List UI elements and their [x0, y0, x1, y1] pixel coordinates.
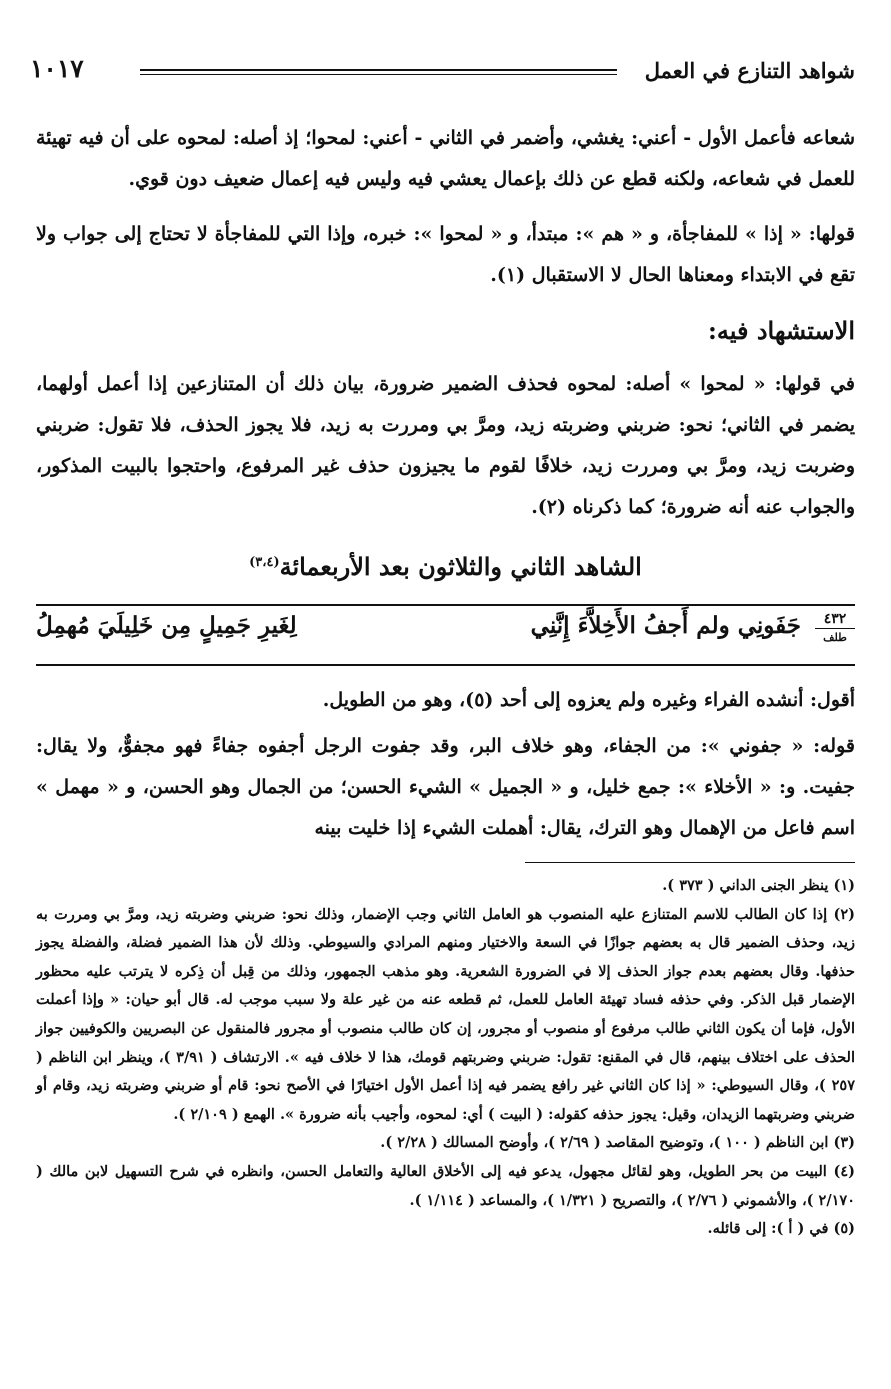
- evidence-title-text: الشاهد الثاني والثلاثون بعد الأربعمائة: [279, 552, 642, 581]
- verse-rule-bottom: [36, 664, 855, 666]
- footnote-4: (٤) البيت من بحر الطويل، وهو لقائل مجهول، يدعو فيه إلى الأخلاق العالية والتعامل الحسن، وانظره في شرح التسهيل لابن مالك ( ٢/١٧٠ )، والأشموني ( ٢/٧٦ )، والتصريح ( ١/٣٢١ )، والمساعد ( ١/١١٤ ).: [36, 1162, 855, 1209]
- paragraph-vocabulary: قوله: « جفوني »: من الجفاء، وهو خلاف البر، وقد جفوت الرجل أجفوه جفاءً فهو مجفوٌّ، ولا يقال: جفيت. و: « الأخلاء »: جمع خليل، و « الجميل » الشيء الحسن؛ من الجمال وهو الحسن، و « مهمل » اسم فاعل من الإهمال وهو الترك، يقال: أهملت الشيء إذا خليت بينه: [36, 735, 855, 839]
- header-rule-thin: [140, 74, 617, 75]
- verse-rule-top: [36, 604, 855, 606]
- header-rule: [140, 69, 617, 71]
- paragraph-attribution: أقول: أنشده الفراء وغيره ولم يعزوه إلى أحد (٥)، وهو من الطويل.: [322, 689, 855, 711]
- page-number: ١٠١٧: [30, 54, 84, 83]
- page-header: [30, 52, 855, 88]
- evidence-footnote-ref: (٣،٤): [249, 555, 280, 570]
- footnote-3: (٣) ابن الناظم ( ١٠٠ )، وتوضيح المقاصد ( ٢/٦٩ )، وأوضح المسالك ( ٢/٢٨ ).: [380, 1134, 855, 1152]
- section-heading: الاستشهاد فيه:: [708, 316, 855, 345]
- footnotes: [36, 872, 855, 1244]
- evidence-title: [36, 552, 855, 581]
- paragraph-citation: في قولها: « لمحوا » أصله: لمحوه فحذف الضمير ضرورة، بيان ذلك أن المتنازعين إذا أعمل أولهما، يضمر في الثاني؛ نحو: ضربني وضربته زيد، ومرَّ بي ومررت به زيد، فلا يجوز الحذف، فلا تقول: ضربني وضربت زيد، ومرَّ بي ومررت زيد، خلافًا لقوم ما يجيزون حذف غير المرفوع، واحتجوا بالبيت المذكور، والجواب عنه أنه ضرورة؛ كما ذكرناه (٢).: [36, 373, 855, 518]
- footnote-5: (٥) في ( أ ): إلى قائله.: [707, 1220, 855, 1238]
- verse-meter: طلف: [815, 628, 855, 647]
- footnote-2: (٢) إذا كان الطالب للاسم المتنازع عليه المنصوب هو العامل الثاني وجب الإضمار، وذلك نحو: ضربني وضربته زيد، ومرَّ بي ومررت به زيد، وحذف الضمير قال به بعضهم جوازًا في السعة والاختيار ومنهم المرادي والسيوطي. وذلك لأن هذا الضمير فضلة، والفضلة يجوز حذفها. وقال بعضهم بعدم جواز الحذف إلا في الضرورة الشعرية. وهو مذهب الجمهور، وذلك من قِبل أن ذِكره لا يترتب عليه محظور الإضمار قبل الذكر. وفي حذفه فساد تهيئة العامل للعمل، ثم قطعه عنه من غير علة ولا سبب موجب له. قال أبو حيان: « وإذا أعملت الأول، فإما أن يكون الثاني طالب مرفوع أو منصوب أو مجرور، إن كان طالب منصوب أو مجرور فالمنقول عن البصريين والكوفيين جواز الحذف على اختلاف بينهم، قال في المقنع: تقول: ضربني وضربتهم قومك، هذا لا خلاف فيه ». الارتشاف ( ٣/٩١ )، وينظر ابن الناظم ( ٢٥٧ )، وقال السيوطي: « إذا كان الثاني غير رافع يضمر فيه إذا أعمل الأول اختيارًا في الأصح نحو: قام أو ضربني وضربته زيد، وقام أو ضربني وضربتهما الزيدان، وقيل: يجوز حذفه كقوله: ( البيت ) أي: لمحوه، وأجيب بأنه ضرورة ». الهمع ( ٢/١٠٩ ).: [36, 905, 855, 1123]
- paragraph-grammar: قولها: « إذا » للمفاجأة، و « هم »: مبتدأ، و « لمحوا »: خبره، وإذا التي للمفاجأة لا تحتاج إلى جواب ولا تقع في الابتداء ومعناها الحال لا الاستقبال (١).: [36, 223, 855, 286]
- verse-second-hemistich: لِغَيرِ جَمِيلٍ مِن خَلِيلَيَ مُهمِلُ: [36, 612, 297, 639]
- footnote-1: (١) ينظر الجنى الداني ( ٣٧٣ ).: [662, 877, 855, 894]
- footnote-separator: [525, 862, 855, 863]
- verse-first-hemistich: جَفَونِي ولم أَجفُ الأَخِلاَّءَ إِنَّنِي: [530, 612, 801, 639]
- verse-number: [815, 610, 855, 647]
- running-title: شواهد التنازع في العمل: [644, 58, 855, 83]
- paragraph-commentary: شعاعه فأعمل الأول - أعني: يغشي، وأضمر في الثاني - أعني: لمحوا؛ إذ أصله: لمحوه على أن فيه تهيئة للعمل في شعاعه، ولكنه قطع عن ذلك بإعمال يعشي فيه وليس فيه إعمال ضعيف دون قوي.: [36, 127, 855, 190]
- verse-number-value: ٤٣٢: [823, 611, 847, 627]
